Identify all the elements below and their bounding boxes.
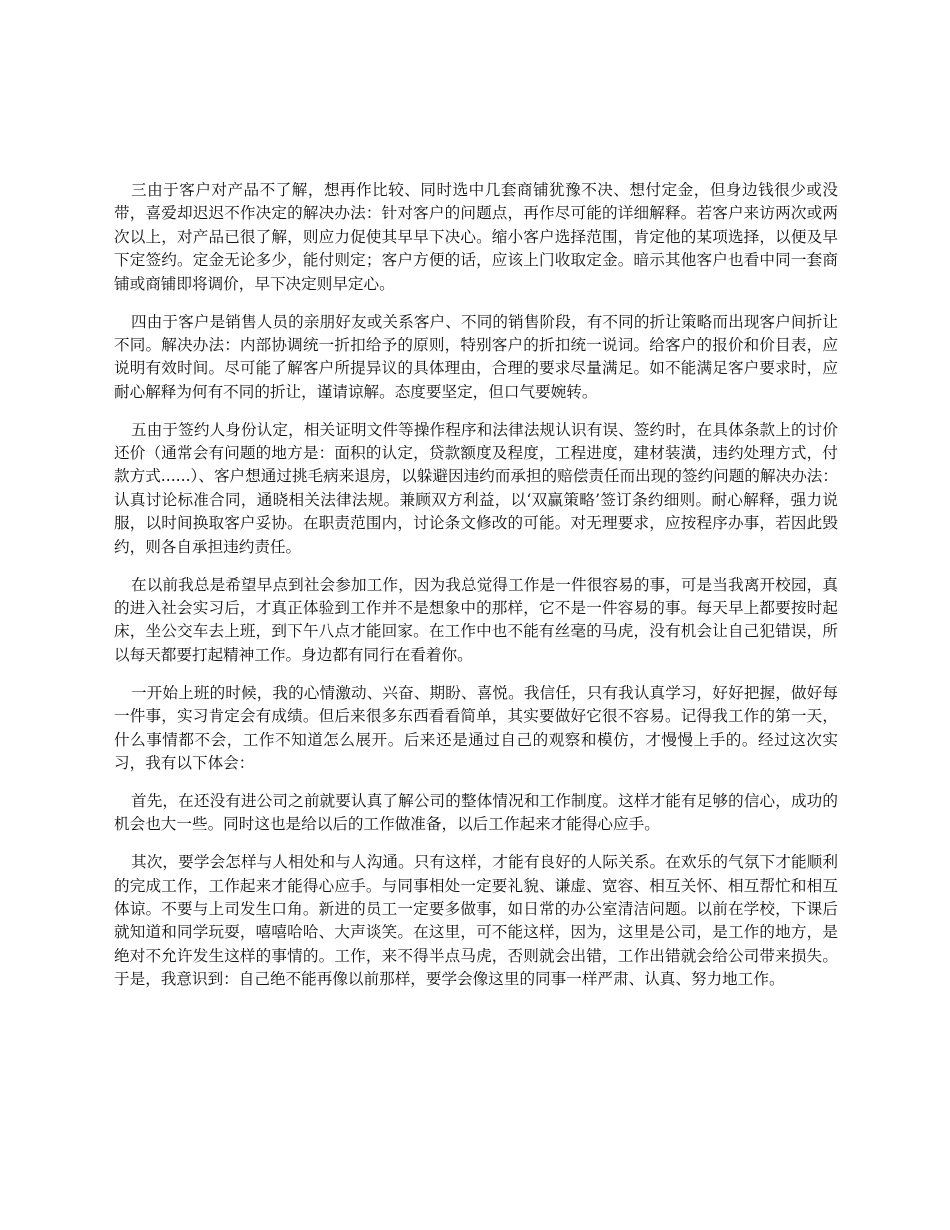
paragraph-4: 在以前我总是希望早点到社会参加工作，因为我总觉得工作是一件很容易的事，可是当我离开校园，真的进入社会实习后，才真正体验到工作并不是想象中的那样，它不是一件容易的事。每天早上都要按时起床，坐公交车去上班，到下午八点才能回家。在工作中也不能有丝毫的马虎，没有机会让自己犯错误，所以每天都要打起精神工作。身边都有同行在看着你。	[114, 575, 838, 664]
paragraph-7: 其次，要学会怎样与人相处和与人沟通。只有这样，才能有良好的人际关系。在欢乐的气氛下才能顺利的完成工作，工作起来才能得心应手。与同事相处一定要礼貌、谦虚、宽容、相互关怀、相互帮忙和相互体谅。不要与上司发生口角。新进的员工一定要多做事，如日常的办公室清洁问题。以前在学校，下课后就知道和同学玩耍，嘻嘻哈哈、大声谈笑。在这里，可不能这样，因为，这里是公司，是工作的地方，是绝对不允许发生这样的事情的。工作，来不得半点马虎，否则就会出错，工作出错就会给公司带来损失。于是，我意识到：自己绝不能再像以前那样，要学会像这里的同事一样严肃、认真、努力地工作。	[114, 853, 838, 989]
paragraph-1: 三由于客户对产品不了解，想再作比较、同时选中几套商铺犹豫不决、想付定金，但身边钱很少或没带，喜爱却迟迟不作决定的解决办法：针对客户的问题点，再作尽可能的详细解释。若客户来访两次或两次以上，对产品已很了解，则应力促使其早早下决心。缩小客户选择范围，肯定他的某项选择，以便及早下定签约。定金无论多少，能付则定；客户方便的话，应该上门收取定金。暗示其他客户也看中同一套商铺或商铺即将调价，早下决定则早定心。	[114, 181, 838, 293]
paragraph-3: 五由于签约人身份认定，相关证明文件等操作程序和法律法规认识有误、签约时，在具体条款上的讨价还价（通常会有问题的地方是：面积的认定，贷款额度及程度，工程进度，建材装潢，违约处理方式，付款方式......）、客户想通过挑毛病来退房，以躲避因违约而承担的赔偿责任而出现的签约问题的解决办法：认真讨论标准合同，通晓相关法律法规。兼顾双方利益，以‘双赢策略’签订条约细则。耐心解释，强力说服，以时间换取客户妥协。在职责范围内，讨论条文修改的可能。对无理要求，应按程序办事，若因此毁约，则各自承担违约责任。	[114, 420, 838, 556]
paragraph-2: 四由于客户是销售人员的亲朋好友或关系客户、不同的销售阶段，有不同的折让策略而出现客户间折让不同。解决办法：内部协调统一折扣给予的原则，特别客户的折扣统一说词。给客户的报价和价目表，应说明有效时间。尽可能了解客户所提异议的具体理由，合理的要求尽量满足。如不能满足客户要求时，应耐心解释为何有不同的折让，谨请谅解。态度要坚定，但口气要婉转。	[114, 312, 838, 401]
paragraph-5: 一开始上班的时候，我的心情激动、兴奋、期盼、喜悦。我信任，只有我认真学习，好好把握，做好每一件事，实习肯定会有成绩。但后来很多东西看看简单，其实要做好它很不容易。记得我工作的第一天，什么事情都不会，工作不知道怎么展开。后来还是通过自己的观察和模仿，才慢慢上手的。经过这次实习，我有以下体会：	[114, 683, 838, 772]
paragraph-6: 首先，在还没有进公司之前就要认真了解公司的整体情况和工作制度。这样才能有足够的信心，成功的机会也大一些。同时这也是给以后的工作做准备，以后工作起来才能得心应手。	[114, 791, 838, 834]
document-body	[114, 179, 838, 1006]
